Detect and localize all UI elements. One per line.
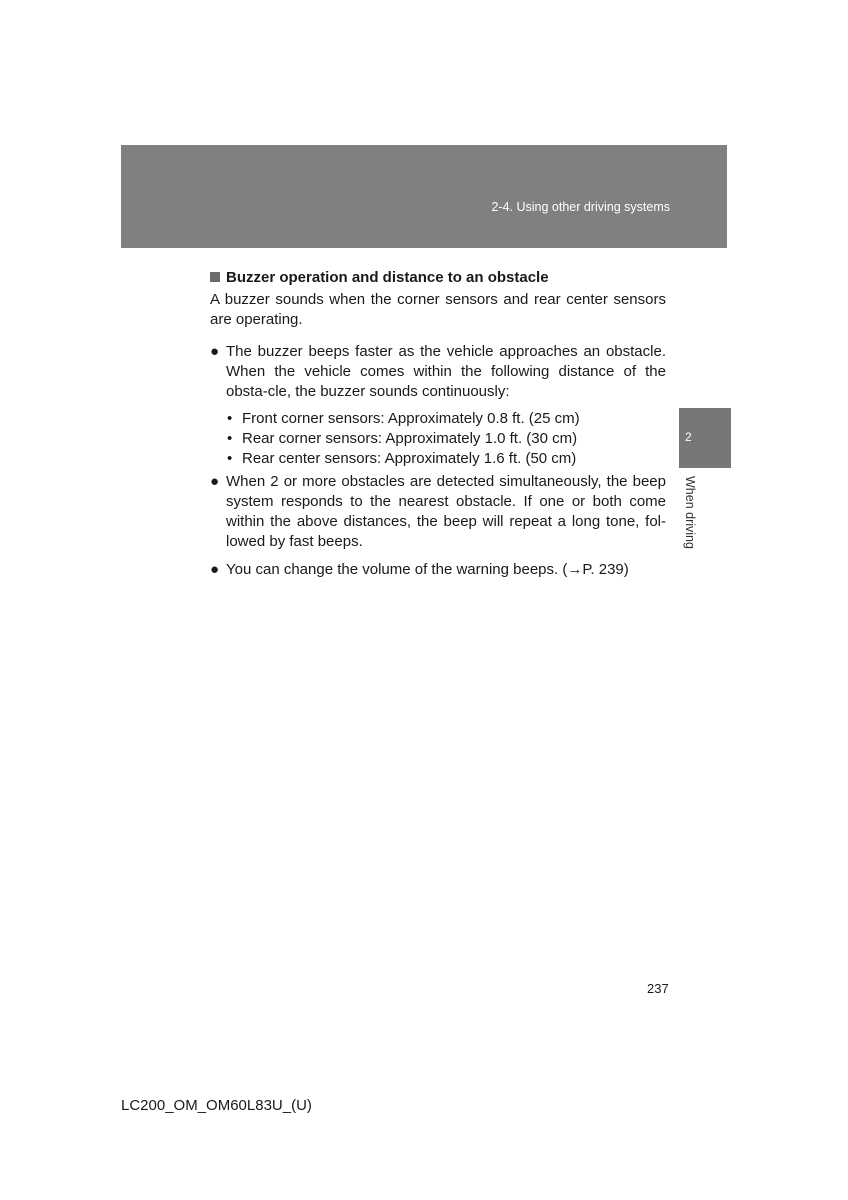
round-bullet-icon: ●: [210, 473, 220, 490]
distance-list: [210, 409, 666, 469]
distance-text: Rear corner sensors: Approximately 1.0 ft. (30 cm): [242, 430, 578, 447]
square-bullet-icon: [210, 272, 220, 282]
bullet-text: You can change the volume of the warning beeps. (→P. 239): [226, 561, 629, 578]
small-bullet-icon: •: [227, 450, 233, 467]
distance-text: Front corner sensors: Approximately 0.8 ft. (25 cm): [242, 410, 580, 427]
bullet-item: [210, 342, 666, 402]
small-bullet-icon: •: [227, 430, 233, 447]
bullet-item: [210, 560, 666, 580]
chapter-number: 2: [685, 430, 692, 444]
round-bullet-icon: ●: [210, 561, 220, 578]
distance-list-item: [210, 449, 666, 469]
page-number: 237: [647, 981, 669, 996]
bullet-text: When 2 or more obstacles are detected simultaneously, the beep system responds to the nearest obstacle. If one or both come within the above distances, the beep will repeat a long tone, fol-lowed by fast beeps.: [226, 473, 666, 550]
main-content: [210, 268, 666, 580]
header-band: [121, 145, 727, 248]
distance-text: Rear center sensors: Approximately 1.6 ft. (50 cm): [242, 450, 577, 467]
bullet-text: The buzzer beeps faster as the vehicle approaches an obstacle. When the vehicle comes within the following distance of the obsta-cle, the buzzer sounds continuously:: [226, 343, 666, 400]
distance-list-item: [210, 429, 666, 449]
document-code: LC200_OM_OM60L83U_(U): [121, 1097, 312, 1114]
bullet-item: [210, 472, 666, 552]
chapter-tab: [679, 408, 731, 468]
distance-list-item: [210, 409, 666, 429]
chapter-label: When driving: [683, 476, 697, 549]
heading-text: Buzzer operation and distance to an obstacle: [226, 269, 549, 286]
round-bullet-icon: ●: [210, 343, 220, 360]
intro-paragraph: A buzzer sounds when the corner sensors and rear center sensors are operating.: [210, 291, 666, 328]
small-bullet-icon: •: [227, 410, 233, 427]
section-heading: [210, 268, 666, 288]
section-title: 2-4. Using other driving systems: [491, 200, 670, 214]
